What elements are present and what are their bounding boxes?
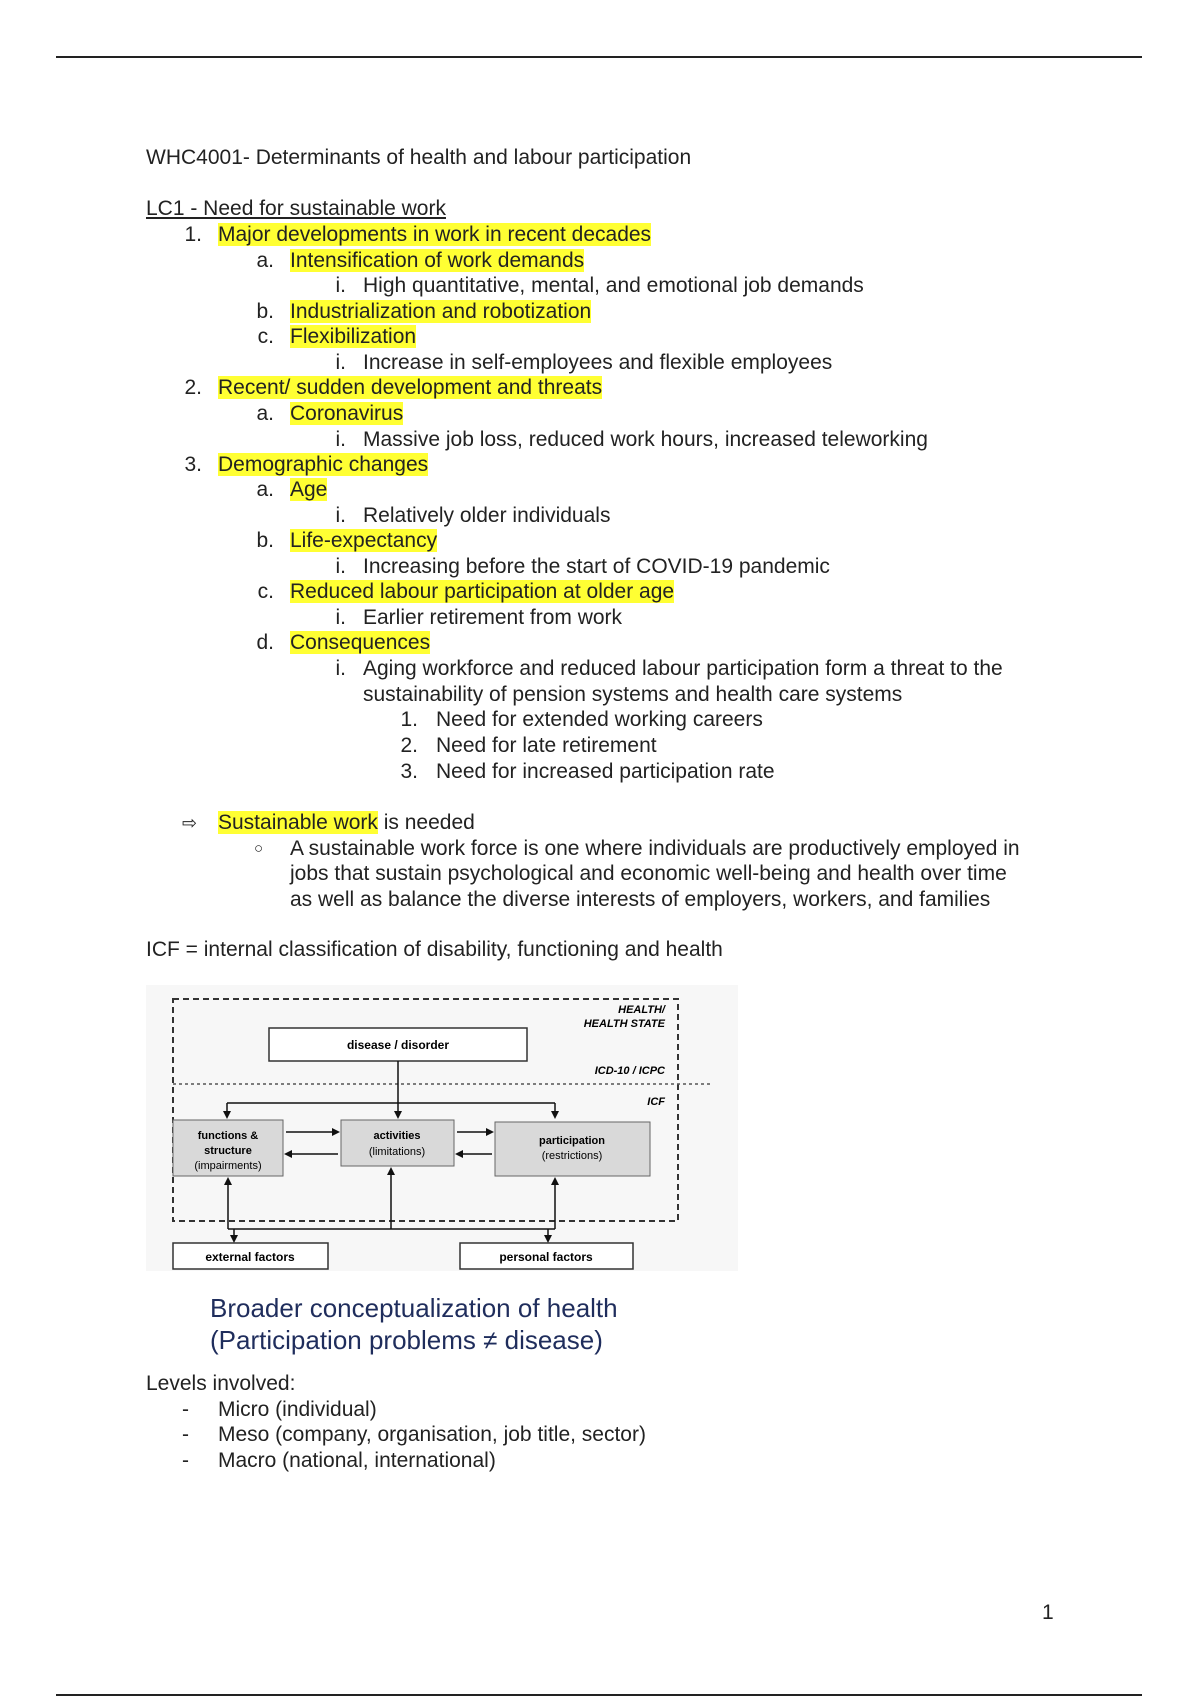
- disease-label: disease / disorder: [346, 1038, 450, 1052]
- definition-line: as well as balance the diverse interests of employers, workers, and families: [290, 888, 991, 911]
- outline-subheading: Industrialization and robotization: [290, 300, 592, 323]
- outline-subheading: Flexibilization: [290, 325, 417, 348]
- arrow-icon: ⇨: [182, 813, 198, 833]
- definition-line: A sustainable work force is one where individuals are productively employed in: [290, 837, 1020, 860]
- outline-detail: Massive job loss, reduced work hours, increased teleworking: [363, 428, 928, 451]
- outline-detail: Aging workforce and reduced labour participation form a threat to the: [363, 657, 1003, 680]
- list-marker: a.: [256, 478, 274, 501]
- list-marker: i.: [335, 351, 346, 374]
- top-rule: [56, 56, 1142, 58]
- structure-label: structure: [204, 1145, 252, 1157]
- list-marker: b.: [256, 300, 274, 323]
- outline-detail: Earlier retirement from work: [363, 606, 623, 629]
- level-item: Meso (company, organisation, job title, sector): [218, 1423, 646, 1446]
- list-marker: a.: [256, 402, 274, 425]
- list-marker: c.: [257, 325, 274, 348]
- list-marker: 3.: [184, 453, 202, 476]
- list-marker: i.: [335, 606, 346, 629]
- dash-marker: -: [182, 1398, 189, 1421]
- outline-heading-3: Demographic changes: [218, 453, 429, 476]
- bottom-rule: [56, 1694, 1142, 1696]
- icf-definition: ICF = internal classification of disability, functioning and health: [146, 938, 723, 961]
- list-marker: b.: [256, 529, 274, 552]
- outline-heading-2: Recent/ sudden development and threats: [218, 376, 603, 399]
- bullet-icon: ○: [254, 840, 264, 857]
- outline-subheading: Life-expectancy: [290, 529, 438, 552]
- limitations-label: (limitations): [368, 1146, 426, 1158]
- impairments-label: (impairments): [194, 1160, 262, 1172]
- section-heading: LC1 - Need for sustainable work: [146, 197, 446, 220]
- list-marker: i.: [335, 555, 346, 578]
- list-marker: d.: [256, 631, 274, 654]
- outline-subheading: Coronavirus: [290, 402, 404, 425]
- conclusion-text: is needed: [377, 811, 475, 834]
- list-marker: i.: [335, 657, 346, 680]
- caption-line-1: Broader conceptualization of health: [210, 1293, 618, 1323]
- diagram-caption: [210, 1292, 618, 1356]
- list-marker: i.: [335, 274, 346, 297]
- outline-detail: Increase in self-employees and flexible employees: [363, 351, 833, 374]
- health-state-label: HEALTH STATE: [583, 1018, 665, 1030]
- outline-detail: Need for increased participation rate: [436, 760, 775, 783]
- restrictions-label: (restrictions): [541, 1150, 603, 1162]
- list-marker: 2.: [400, 734, 418, 757]
- list-marker: 1.: [400, 708, 418, 731]
- document-title: WHC4001- Determinants of health and labour participation: [146, 146, 692, 169]
- functions-label: functions &: [197, 1130, 259, 1142]
- outline-heading-1: Major developments in work in recent decades: [218, 223, 652, 246]
- external-factors-label: external factors: [205, 1250, 295, 1264]
- list-marker: i.: [335, 504, 346, 527]
- outline-subheading: Consequences: [290, 631, 431, 654]
- outline-subheading: Reduced labour participation at older age: [290, 580, 675, 603]
- health-label: HEALTH/: [618, 1004, 665, 1016]
- dash-marker: -: [182, 1449, 189, 1472]
- conclusion-highlight: Sustainable work: [218, 811, 378, 834]
- icf-diagram: [146, 985, 738, 1271]
- list-marker: 2.: [184, 376, 202, 399]
- level-item: Micro (individual): [218, 1398, 377, 1421]
- list-marker: 3.: [400, 760, 418, 783]
- personal-factors-label: personal factors: [499, 1250, 593, 1264]
- activities-box: [341, 1120, 454, 1166]
- list-marker: a.: [256, 249, 274, 272]
- dash-marker: -: [182, 1423, 189, 1446]
- definition-line: jobs that sustain psychological and economic well-being and health over time: [290, 862, 1007, 885]
- list-marker: i.: [335, 428, 346, 451]
- outline-detail: sustainability of pension systems and health care systems: [363, 683, 903, 706]
- icf-label: ICF: [647, 1096, 665, 1108]
- page-number: 1: [1042, 1601, 1054, 1624]
- participation-box: [495, 1122, 650, 1176]
- icd-label: ICD-10 / ICPC: [594, 1065, 665, 1077]
- outline-detail: High quantitative, mental, and emotional job demands: [363, 274, 864, 297]
- outline-subheading: Intensification of work demands: [290, 249, 585, 272]
- outline-detail: Increasing before the start of COVID-19 pandemic: [363, 555, 830, 578]
- levels-heading: Levels involved:: [146, 1372, 296, 1395]
- outline-detail: Need for extended working careers: [436, 708, 763, 731]
- outline-detail: Need for late retirement: [436, 734, 657, 757]
- outline-detail: Relatively older individuals: [363, 504, 611, 527]
- outline-subheading: Age: [290, 478, 328, 501]
- level-item: Macro (national, international): [218, 1449, 496, 1472]
- list-marker: c.: [257, 580, 274, 603]
- list-marker: 1.: [184, 223, 202, 246]
- activities-label: activities: [373, 1130, 421, 1142]
- caption-line-2: (Participation problems ≠ disease): [210, 1325, 603, 1355]
- participation-label: participation: [538, 1135, 606, 1147]
